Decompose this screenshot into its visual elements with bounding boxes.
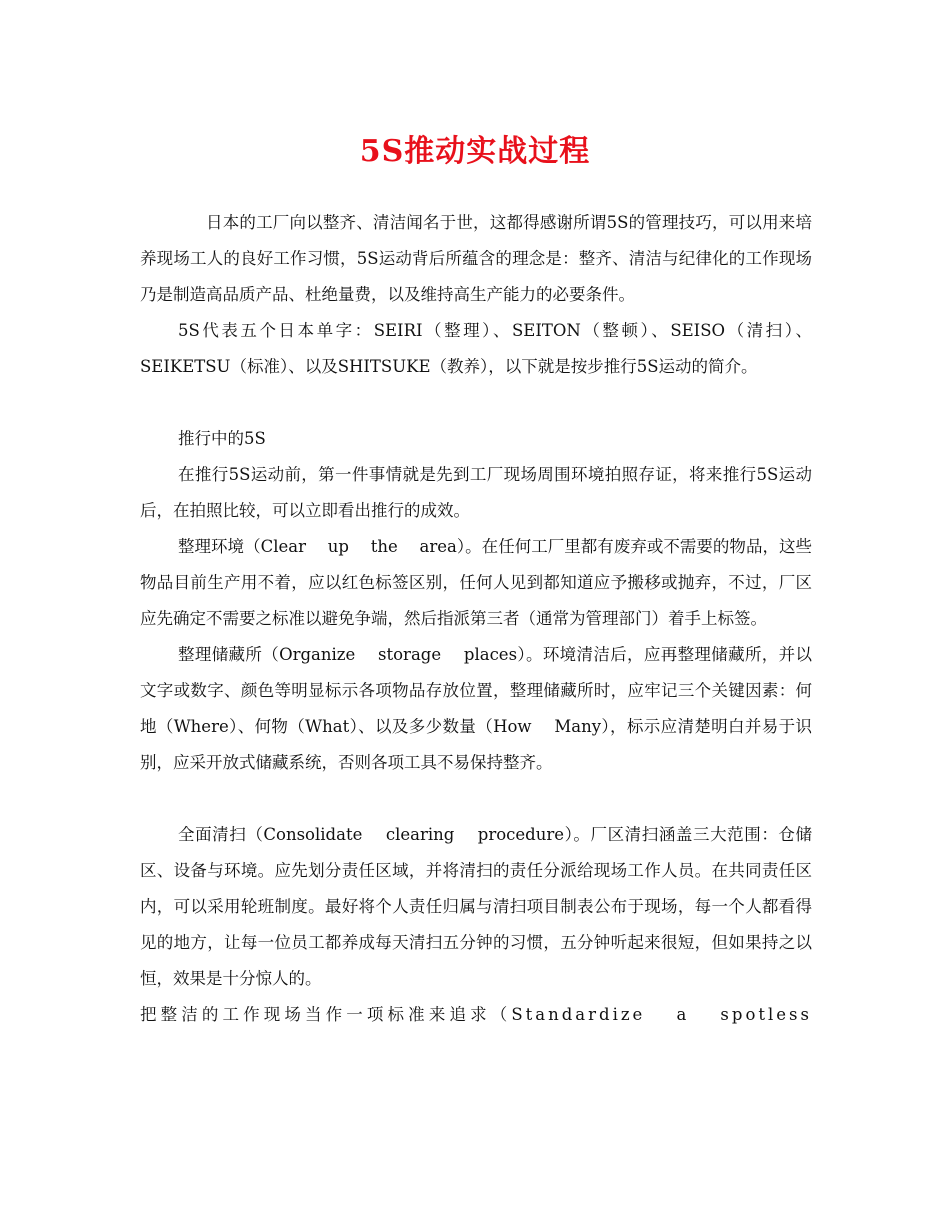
definition-paragraph: 5S代表五个日本单字：SEIRI（整理）、SEITON（整顿）、SEISO（清扫）、SEIKETSU（标准）、以及SHITSUKE（教养），以下就是按步推行5S运动的简介。 (140, 321, 812, 376)
paragraph-spacer (140, 781, 812, 817)
standardize-paragraph: 把整洁的工作现场当作一项标准来追求（Standardize a spotless (140, 1005, 812, 1024)
consolidate-paragraph: 全面清扫（Consolidate clearing procedure）。厂区清扫涵盖三大范围：仓储区、设备与环境。应先划分责任区域，并将清扫的责任分派给现场工作人员。在共同责任区内，可以采用轮班制度。最好将个人责任归属与清扫项目制表公布于现场，每一个人都看得见的地方，让每一位员工都养成每天清扫五分钟的习惯，五分钟听起来很短，但如果持之以恒，效果是十分惊人的。 (140, 825, 812, 988)
organize-storage-paragraph: 整理储藏所（Organize storage places）。环境清洁后，应再整理储藏所，并以文字或数字、颜色等明显标示各项物品存放位置，整理储藏所时，应牢记三个关键因素：何地（Where）、何物（What）、以及多少数量（How Many），标示应清楚明白并易于识别，应采开放式储藏系统，否则各项工具不易保持整齐。 (140, 645, 812, 772)
document-title: 5S推动实战过程 (359, 134, 591, 169)
document-body (140, 205, 812, 1033)
intro-paragraph: 日本的工厂向以整齐、清洁闻名于世，这都得感谢所谓5S的管理技巧，可以用来培养现场工人的良好工作习惯，5S运动背后所蕴含的理念是：整齐、清洁与纪律化的工作现场乃是制造高品质产品、杜绝量费，以及维持高生产能力的必要条件。 (140, 213, 812, 304)
photo-paragraph: 在推行5S运动前，第一件事情就是先到工厂现场周围环境拍照存证，将来推行5S运动后，在拍照比较，可以立即看出推行的成效。 (140, 465, 812, 520)
clear-area-paragraph: 整理环境（Clear up the area）。在任何工厂里都有废弃或不需要的物品，这些物品目前生产用不着，应以红色标签区别，任何人见到都知道应予搬移或抛弃，不过，厂区应先确定不需要之标准以避免争端，然后指派第三者（通常为管理部门）着手上标签。 (140, 537, 812, 628)
section-heading: 推行中的5S (178, 429, 266, 448)
paragraph-spacer (140, 385, 812, 421)
